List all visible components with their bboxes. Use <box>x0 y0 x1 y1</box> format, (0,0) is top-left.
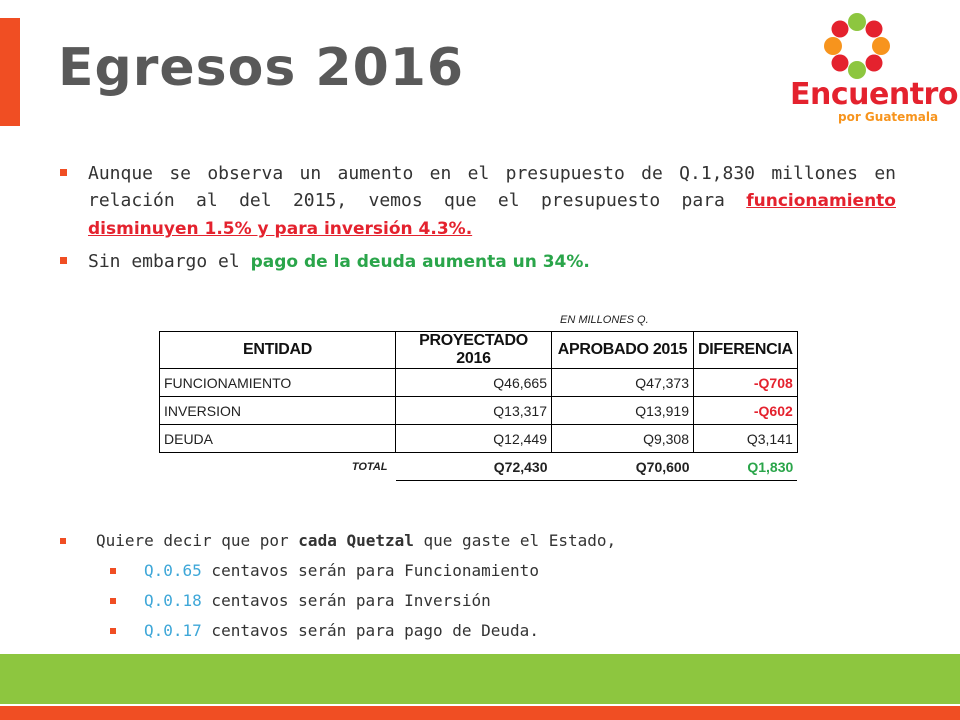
row-label: INVERSION <box>160 397 396 425</box>
breakdown-item <box>58 590 878 620</box>
row-label: DEUDA <box>160 425 396 453</box>
footer-green-band <box>0 654 960 704</box>
intro-bold-text: cada Quetzal <box>298 531 414 550</box>
bullet-square-icon <box>110 568 116 574</box>
footer-orange-band <box>0 706 960 720</box>
cell-approved: Q9,308 <box>552 425 694 453</box>
table-units-note: EN MILLONES Q. <box>560 314 649 326</box>
bullet-square-icon <box>110 598 116 604</box>
cell-approved: Q47,373 <box>552 369 694 397</box>
breakdown-amount: Q.0.65 <box>144 561 202 580</box>
table-row <box>160 369 798 397</box>
logo-wordmark: Encuentro <box>790 77 958 112</box>
total-projected: Q72,430 <box>396 453 552 481</box>
bullet-square-icon <box>60 257 67 264</box>
breakdown-item <box>58 620 878 650</box>
encuentro-logo <box>790 10 958 125</box>
intro-text: Quiere decir que por <box>96 531 299 550</box>
total-approved: Q70,600 <box>552 453 694 481</box>
budget-table <box>159 331 798 481</box>
bullet-square-icon <box>60 169 67 176</box>
cell-projected: Q46,665 <box>396 369 552 397</box>
cell-projected: Q12,449 <box>396 425 552 453</box>
breakdown-text: centavos serán para Inversión <box>201 591 491 610</box>
cell-difference: -Q708 <box>694 369 798 397</box>
breakdown-amount: Q.0.18 <box>144 591 202 610</box>
breakdown-text: centavos serán para pago de Deuda. <box>201 621 539 640</box>
total-difference: Q1,830 <box>694 453 798 481</box>
column-header: DIFERENCIA <box>694 332 798 369</box>
bullet-text: Sin embargo el <box>88 251 251 272</box>
bullet-budget-increase <box>56 160 896 243</box>
bullet-highlight-decrease: funcionamiento disminuyen 1.5% y para inversión 4.3%. <box>88 191 896 239</box>
slide-title: Egresos 2016 <box>58 38 465 98</box>
key-points <box>56 160 896 276</box>
breakdown-amount: Q.0.17 <box>144 621 202 640</box>
breakdown-text: centavos serán para Funcionamiento <box>201 561 539 580</box>
title-accent-bar <box>0 18 20 126</box>
cell-projected: Q13,317 <box>396 397 552 425</box>
bullet-square-icon <box>60 538 66 544</box>
column-header: APROBADO 2015 <box>552 332 694 369</box>
bullet-highlight-debt: pago de la deuda aumenta un 34%. <box>250 252 590 272</box>
bullet-text: Aunque se observa un aumento en el presupuesto de Q.1,830 millones en relación al del 2015, vemos que el presupuesto para <box>88 163 896 211</box>
column-header: PROYECTADO 2016 <box>396 332 552 369</box>
total-label: TOTAL <box>351 460 388 473</box>
table-header-row <box>160 332 798 369</box>
per-quetzal-breakdown <box>58 530 878 650</box>
logo-tagline: por Guatemala <box>838 110 939 124</box>
bullet-debt-increase <box>56 248 896 276</box>
cell-approved: Q13,919 <box>552 397 694 425</box>
table-row <box>160 397 798 425</box>
cell-difference: -Q602 <box>694 397 798 425</box>
table-row <box>160 425 798 453</box>
table-total-row <box>160 453 798 481</box>
intro-text: que gaste el Estado, <box>413 531 617 550</box>
breakdown-item <box>58 560 878 590</box>
row-label: FUNCIONAMIENTO <box>160 369 396 397</box>
column-header: ENTIDAD <box>160 332 396 369</box>
cell-difference: Q3,141 <box>694 425 798 453</box>
breakdown-intro <box>58 530 878 560</box>
ring-of-circles-icon <box>790 10 940 80</box>
bullet-square-icon <box>110 628 116 634</box>
